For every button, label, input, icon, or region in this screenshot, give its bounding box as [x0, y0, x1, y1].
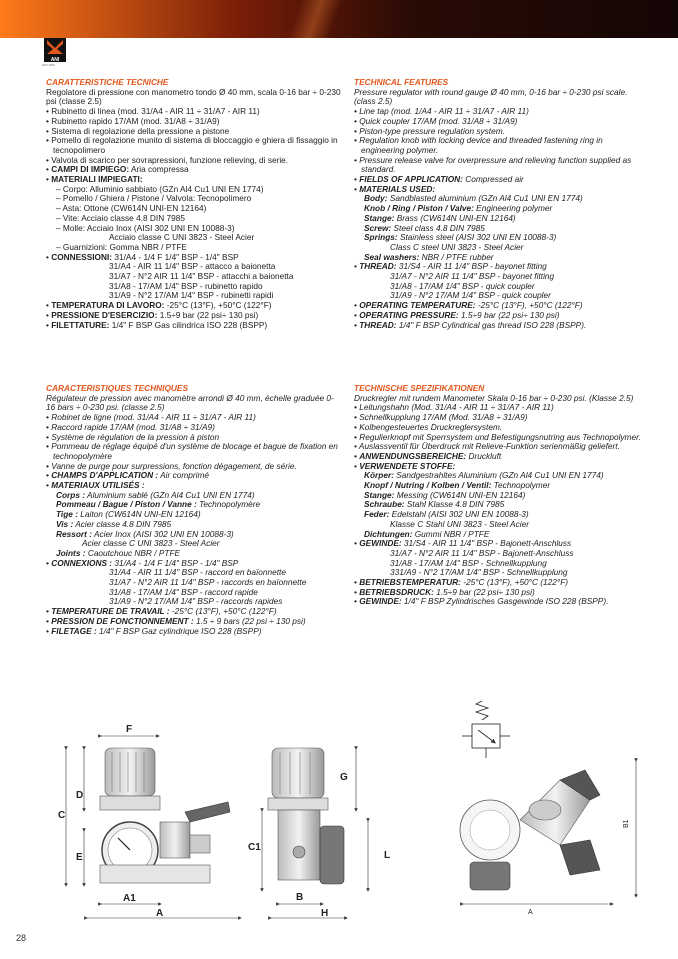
section-heading: TECHNISCHE SPEZIFIKATIONEN [354, 383, 485, 393]
list-item: • TEMPERATURE DE TRAVAIL : -25°C (13°F), +50°C (122°F) [46, 606, 277, 617]
connection-line: 31/A9 - N°2 17/AM 1/4" BSP - raccords rapides [109, 596, 283, 607]
material-line: Class C steel UNI 3823 - Steel Acier [390, 241, 524, 252]
list-item: • THREAD: 1/4" F BSP Cylindrical gas thread ISO 228 (BSPP). [354, 319, 587, 330]
dimension-label-b1: B1 [623, 819, 630, 828]
list-item: • Auslassventil für Überdruck mit Relieve-Funktion serienmäßig geliefert. [354, 441, 620, 452]
material-line: Acier classe C UNI 3823 - Steel Acier [82, 538, 220, 549]
dimension-label-e: E [76, 852, 83, 863]
list-item: • Line tap (mod. 1/A4 - AIR 11 ÷ 31/A7 - AIR 11) [354, 106, 529, 117]
material-line: Klasse C Stahl UNI 3823 - Steel Acier [390, 518, 529, 529]
connection-line: 31/A7 - N°2 AIR 11 1/4" BSP - raccords en baïonnette [109, 577, 307, 588]
italian-section [46, 78, 342, 330]
list-item: • OPERATING TEMPERATURE: -25°C (13°F), +50°C (122°F) [354, 300, 583, 311]
list-item: • Robinet de ligne (mod. 31/A4 - AIR 11 ÷ 31/A7 - AIR 11) [46, 412, 256, 423]
iso-view-drawing [460, 770, 600, 890]
list-item: • Schnellkupplung 17/AM (Mod. 31/A8 ÷ 31/A9) [354, 412, 528, 423]
list-item: • CHAMPS D'APPLICATION : Air comprimé [46, 470, 210, 481]
list-item: • GEWINDE: 31/S4 - AIR 11 1/4" BSP - Bajonett-Anschluss [354, 538, 572, 549]
side-view-drawing [268, 748, 344, 884]
list-item: • Piston-type pressure regulation system. [354, 125, 505, 136]
material-line: Stange: Messing (CW614N UNI-EN 12164) [364, 489, 526, 500]
dimension-label-h: H [321, 908, 329, 919]
connection-line: 31/A9 - N°2 17/AM 1/4" BSP - rubinetti rapidi [109, 290, 274, 301]
list-item: • Vanne de purge pour surpressions, fonction dégagement, de série. [46, 460, 297, 471]
brand-logo [44, 38, 66, 62]
connection-line: 31/A7 - N°2 AIR 11 1/4" BSP - bayonet fitting [390, 271, 555, 282]
material-line: Seal washers: NBR / PTFE rubber [364, 251, 494, 262]
dimension-label-c: C [58, 810, 66, 821]
material-line: – Corpo: Alluminio sabbiato (GZn Al4 Cu1 UNI EN 1774) [56, 183, 264, 194]
list-item: • Pressure release valve for overpressure and relieving function supplied as standard. [354, 154, 632, 175]
dimension-label-d: D [76, 790, 84, 801]
material-line: Body: Sandblasted aluminium (GZn Al4 Cu1 UNI EN 1774) [364, 193, 583, 204]
dimension-label-c1: C1 [248, 842, 261, 853]
list-item: • MATERIALI IMPIEGATI: [46, 174, 143, 185]
list-item: • TEMPERATURA DI LAVORO: -25°C (13°F), +50°C (122°F) [46, 300, 272, 311]
list-item: • FILETTATURE: 1/4" F BSP Gas cilindrica ISO 228 (BSPP) [46, 319, 268, 330]
section-heading: TECHNICAL FEATURES [354, 77, 449, 87]
intro-text: Régulateur de pression avec manomètre arrondi Ø 40 mm, échelle graduée 0-16 bars ÷ 0-230 psi. (classe 2.5) [46, 392, 334, 413]
page-number: 28 [16, 933, 27, 943]
intro-text: Pressure regulator with round gauge Ø 40 mm, 0-16 bar ÷ 0-230 psi scale. (class 2.5) [354, 86, 628, 107]
material-line: Dichtungen: Gummi NBR / PTFE [364, 528, 490, 539]
material-line: Screw: Steel class 4.8 DIN 7985 [364, 222, 485, 233]
connection-line: 31/A8 - 17/AM 1/4" BSP - quick coupler [390, 280, 535, 291]
connection-line: 331/A9 - N°2 17/AM 1/4" BSP - Schnellkupplung [390, 567, 568, 578]
german-section [354, 384, 646, 607]
list-item: • THREAD: 31/S4 - AIR 11 1/4" BSP - bayonet fitting [354, 261, 547, 272]
list-item: • Sistema di regolazione della pressione a pistone [46, 125, 230, 136]
material-line: Schraube: Stahl Klasse 4.8 DIN 7985 [364, 499, 505, 510]
list-item: • MATERIALS USED: [354, 183, 436, 194]
dimension-label-b: B [296, 892, 304, 903]
material-line: – Asta: Ottone (CW614N UNI-EN 12164) [56, 203, 207, 214]
list-item: • Kolbengesteuertes Druckreglersystem. [354, 421, 503, 432]
list-item: • VERWENDETE STOFFE: [354, 460, 456, 471]
svg-text:ANI: ANI [50, 57, 60, 62]
list-item: • PRESSIONE D'ESERCIZIO: 1.5÷9 bar (22 psi÷ 130 psi) [46, 309, 259, 320]
connection-line: 31/A4 - AIR 11 1/4" BSP - raccord en baïonnette [109, 567, 286, 578]
list-item: • CONNESSIONI: 31/A4 - 1/4 F 1/4" BSP - 1/4" BSP [46, 251, 239, 262]
section-heading: CARATTERISTICHE TECNICHE [46, 77, 169, 87]
list-item: • Rubinetto rapido 17/AM (mod. 31/A8 ÷ 31/A9) [46, 115, 220, 126]
list-item: • Pommeau de réglage équipé d'un système de blocage et bague de fixation en technopolymère [46, 441, 338, 461]
header-banner [0, 0, 678, 38]
technical-drawings [0, 700, 678, 930]
material-line: Feder: Edelstahl (AISI 302 UNI EN 10088-3) [364, 509, 529, 520]
list-item: • CAMPI DI IMPIEGO: Aria compressa [46, 164, 189, 175]
material-line: Springs: Stainless steel (AISI 302 UNI EN 10088-3) [364, 232, 557, 243]
connection-line: 31/A8 - 17/AM 1/4" BSP - rubinetto rapido [109, 280, 263, 291]
connection-line: 31/A8 - 17/AM 1/4" BSP - raccord rapide [109, 586, 258, 597]
intro-text: Regolatore di pressione con manometro tondo Ø 40 mm, scala 0-16 bar ÷ 0-230 psi (classe 2.5) [46, 86, 341, 107]
list-item: • Regulierknopf mit Sperrsystem und Befestigungsnutring aus Technopolymer. [354, 431, 641, 442]
material-line: Joints : Caoutchouc NBR / PTFE [56, 547, 181, 558]
list-item: • Raccord rapide 17/AM (mod. 31/A8 ÷ 31/A9) [46, 421, 215, 432]
dimension-label-l: L [384, 850, 391, 861]
material-line: Stange: Brass (CW614N UNI-EN 12164) [364, 212, 516, 223]
material-line: – Guarnizioni: Gomma NBR / PTFE [56, 241, 187, 252]
dimension-label-f: F [126, 724, 133, 735]
material-line: Ressort : Acier Inox (AISI 302 UNI EN 10088-3) [56, 528, 234, 539]
dimension-label-a: A [156, 908, 164, 919]
material-line: Knopf / Nutring / Kolben / Ventil: Technopolymer [364, 480, 551, 491]
material-line: Vis : Acier classe 4.8 DIN 7985 [56, 518, 172, 529]
list-item: • Valvola di scarico per sovrapressioni, funzione relieving, di serie. [46, 154, 289, 165]
list-item: • Quick coupler 17/AM (mod. 31/A8 ÷ 31/A9) [354, 115, 518, 126]
logo-caption: ANI SPA [42, 63, 56, 67]
material-line: – Vite: Acciaio classe 4.8 DIN 7985 [56, 212, 185, 223]
material-line: – Pomello / Ghiera / Pistone / Valvola: Tecnopolimero [56, 193, 252, 204]
connection-line: 31/A8 - 17/AM 1/4" BSP - Schnellkupplung [390, 557, 547, 568]
list-item: • Pomello di regolazione munito di sistema di bloccaggio e ghiera di fissaggio in tecnopolimero [46, 135, 338, 155]
list-item: • MATERIAUX UTILISÉS : [46, 480, 145, 491]
dimension-label-g: G [340, 772, 348, 783]
list-item: • Système de régulation de la pression à piston [46, 431, 220, 442]
material-line: Corps : Aluminium sablé (GZn Al4 Cu1 UNI EN 1774) [56, 489, 255, 500]
list-item: • OPERATING PRESSURE: 1.5÷9 bar (22 psi÷ 130 psi) [354, 309, 560, 320]
material-line: Acciaio classe C UNI 3823 - Steel Acier [109, 232, 255, 243]
material-line: Knob / Ring / Piston / Valve: Engineering polymer [364, 203, 553, 214]
list-item: • PRESSION DE FONCTIONNEMENT : 1.5 ÷ 9 bars (22 psi ÷ 130 psi) [46, 615, 306, 626]
intro-text: Druckregler mit rundem Manometer Skala 0-16 bar ÷ 0-230 psi. (Klasse 2.5) [354, 392, 634, 403]
front-view-drawing [100, 748, 230, 883]
list-item: • Leitungshahn (Mod. 31/A4 - AIR 11 ÷ 31/A7 - AIR 11) [354, 402, 554, 413]
english-section [354, 78, 646, 330]
list-item: • CONNEXIONS : 31/A4 - 1/4 F 1/4" BSP - 1/4" BSP [46, 557, 239, 568]
dimension-label-a-iso: A [528, 909, 533, 916]
list-item: • FIELDS OF APPLICATION: Compressed air [354, 174, 524, 185]
list-item: • BETRIEBSTEMPERATUR: -25°C (13°F), +50°C (122°F) [354, 577, 569, 588]
connection-line: 31/A7 - N°2 AIR 11 1/4" BSP - attacchi a baionetta [109, 271, 294, 282]
dimension-label-a1: A1 [123, 893, 136, 904]
french-section [46, 384, 342, 636]
connection-line: 31/A4 - AIR 11 1/4" BSP - attacco a baionetta [109, 261, 276, 272]
list-item: • GEWINDE: 1/4" F BSP Zylindrisches Gasgewinde ISO 228 (BSPP). [354, 596, 609, 607]
material-line: Körper: Sandgestrahltes Aluminium (GZn Al4 Cu1 UNI EN 1774) [364, 470, 604, 481]
connection-line: 31/A9 - N°2 17/AM 1/4" BSP - quick coupler [390, 290, 551, 301]
list-item: • Regulation knob with locking device and threaded fastening ring in engineering polymer. [354, 135, 603, 155]
material-line: Pommeau / Bague / Piston / Vanne : Technopolymère [56, 499, 261, 510]
list-item: • ANWENDUNGSBEREICHE: Druckluft [354, 450, 502, 461]
list-item: • FILETAGE : 1/4" F BSP Gaz cylindrique ISO 228 (BSPP) [46, 625, 262, 636]
section-heading: CARACTERISTIQUES TECHNIQUES [46, 383, 188, 393]
material-line: Tige : Laiton (CW614N UNI-EN 12164) [56, 509, 201, 520]
valve-symbol [462, 701, 510, 758]
list-item: • Rubinetto di linea (mod. 31/A4 - AIR 11 ÷ 31/A7 - AIR 11) [46, 106, 260, 117]
list-item: • BETRIEBSDRUCK: 1.5÷9 bar (22 psi÷ 130 psi) [354, 586, 535, 597]
material-line: – Molle: Acciaio Inox (AISI 302 UNI EN 10088-3) [56, 222, 235, 233]
connection-line: 31/A7 - N°2 AIR 11 1/4" BSP - Bajonett-Anschluss [390, 547, 574, 558]
